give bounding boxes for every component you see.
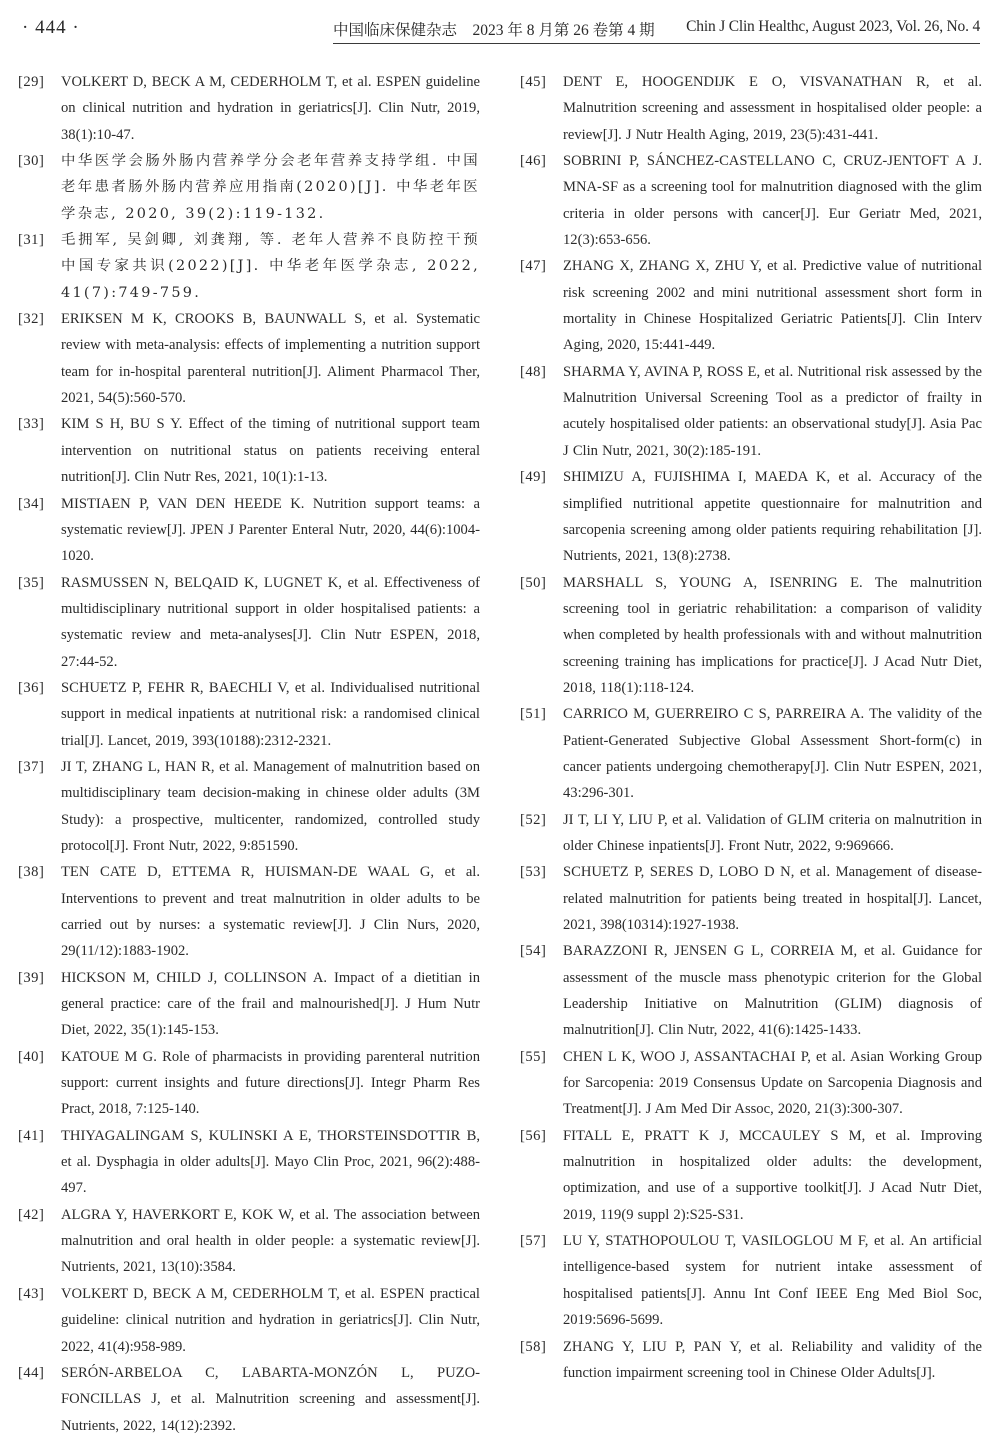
references-right-column [520,69,982,1386]
reference-text: JI T, ZHANG L, HAN R, et al. Management of malnutrition based on multidisciplinary team decision-making in chinese older adults (3M Study): a prospective, multicenter, randomized, controlled study protocol[J]. Front Nutr, 2022, 9:851590. [61,758,480,854]
reference-item [18,227,480,306]
reference-number: [50] [520,574,547,591]
reference-item [18,675,480,754]
reference-number: [29] [18,74,45,90]
reference-text: VOLKERT D, BECK A M, CEDERHOLM T, et al. ESPEN practical guideline: clinical nutrition and hydration in geriatrics[J]. Clin Nutr, 2022, 41(4):958-989. [61,1285,480,1355]
reference-item [520,1123,982,1228]
reference-text: SOBRINI P, SÁNCHEZ-CASTELLANO C, CRUZ-JENTOFT A J. MNA-SF as a screening tool for malnutrition diagnosed with the glim criteria in older persons with cancer[J]. Eur Geriatr Med, 2021, 12(3):653-656. [563,153,982,249]
reference-item [18,1202,480,1281]
reference-number: [51] [520,706,547,723]
reference-number: [34] [18,495,45,512]
reference-text: FITALL E, PRATT K J, MCCAULEY S M, et al. Improving malnutrition in hospitalized older adults: the development, optimization, and use of a supportive toolkit[J]. J Acad Nutr Diet, 2019, 119(9 suppl 2):S25-S31. [563,1127,982,1223]
reference-number: [35] [18,574,45,591]
reference-text: CARRICO M, GUERREIRO C S, PARREIRA A. The validity of the Patient-Generated Subjective Global Assessment Short-form(c) in cancer patients undergoing chemotherapy[J]. Clin Nutr ESPEN, 2021, 43:296-301. [563,706,982,802]
reference-text: RASMUSSEN N, BELQAID K, LUGNET K, et al. Effectiveness of multidisciplinary nutritional support in older hospitalised patients: a systematic review and meta-analyses[J]. Clin Nutr ESPEN, 2018, 27:44-52. [61,574,480,670]
reference-item [18,491,480,570]
reference-item [520,464,982,569]
reference-item [18,306,480,411]
reference-item [520,69,982,148]
reference-text: JI T, LI Y, LIU P, et al. Validation of GLIM criteria on malnutrition in older Chinese inpatients[J]. Front Nutr, 2022, 9:969666. [563,811,982,854]
reference-number: [36] [18,679,45,696]
reference-number: [48] [520,363,547,380]
reference-text: THIYAGALINGAM S, KULINSKI A E, THORSTEINSDOTTIR B, et al. Dysphagia in older adults[J]. Mayo Clin Proc, 2021, 96(2):488-497. [61,1127,480,1197]
reference-number: [40] [18,1048,45,1065]
reference-text: LU Y, STATHOPOULOU T, VASILOGLOU M F, et al. An artificial intelligence-based system for nutrient intake assessment of hospitalised patients[J]. Annu Int Conf IEEE Eng Med Biol Soc, 2019:5696-5699. [563,1233,982,1329]
reference-item [18,1123,480,1202]
reference-number: [42] [18,1206,45,1223]
reference-item [18,411,480,490]
reference-text: SCHUETZ P, FEHR R, BAECHLI V, et al. Individualised nutritional support in medical inpatients at nutritional risk: a randomised clinical trial[J]. Lancet, 2019, 393(10188):2312-2321. [61,679,480,749]
reference-number: [47] [520,258,547,275]
reference-text: MISTIAEN P, VAN DEN HEEDE K. Nutrition support teams: a systematic review[J]. JPEN J Parenter Enteral Nutr, 2020, 44(6):1004-1020. [61,495,480,565]
reference-number: [55] [520,1048,547,1065]
reference-text: ALGRA Y, HAVERKORT E, KOK W, et al. The association between malnutrition and oral health in older people: a systematic review[J]. Nutrients, 2021, 13(10):3584. [61,1206,480,1276]
reference-number: [43] [18,1285,45,1302]
reference-item [18,148,480,227]
reference-text: HICKSON M, CHILD J, COLLINSON A. Impact of a dietitian in general practice: care of the frail and malnourished[J]. J Hum Nutr Diet, 2022, 35(1):145-153. [61,969,480,1039]
reference-item [520,1044,982,1123]
page-number: · 444 · [22,17,80,38]
reference-number: [31] [18,232,45,249]
reference-number: [37] [18,758,45,775]
reference-text: ERIKSEN M K, CROOKS B, BAUNWALL S, et al. Systematic review with meta-analysis: effects of implementing a nutrition support team for in-hospital parenteral nutrition[J]. Aliment Pharmacol Ther, 2021, 54(5):560-570. [61,311,480,407]
reference-item [520,1228,982,1333]
reference-number: [30] [18,153,45,170]
reference-number: [57] [520,1233,547,1250]
reference-text: ZHANG X, ZHANG X, ZHU Y, et al. Predictive value of nutritional risk screening 2002 and mini nutritional assessment short form in mortality in Chinese Hospitalized Geriatric Patients[J]. Clin Interv Aging, 2020, 15:441-449. [563,258,982,354]
reference-number: [58] [520,1338,547,1355]
reference-text: BARAZZONI R, JENSEN G L, CORREIA M, et al. Guidance for assessment of the muscle mass phenotypic criterion for the Global Leadership Initiative on Malnutrition (GLIM) diagnosis of malnutrition[J]. Clin Nutr, 2022, 41(6):1425-1433. [563,943,982,1039]
reference-number: [39] [18,969,45,986]
references-left-column [18,69,480,1439]
reference-item [520,253,982,358]
reference-item [520,807,982,860]
reference-item [520,570,982,702]
reference-number: [56] [520,1127,547,1144]
reference-number: [46] [520,153,547,170]
reference-text: TEN CATE D, ETTEMA R, HUISMAN-DE WAAL G, et al. Interventions to prevent and treat malnutrition in older adults to be carried out by nurses: a systematic review[J]. J Clin Nurs, 2020, 29(11/12):1883-1902. [61,864,480,960]
reference-text: 毛拥军, 吴剑卿, 刘龚翔, 等. 老年人营养不良防控干预中国专家共识(2022)[J]. 中华老年医学杂志, 2022, 41(7):749-759. [61,232,480,301]
reference-text: 中华医学会肠外肠内营养学分会老年营养支持学组. 中国老年患者肠外肠内营养应用指南(2020)[J]. 中华老年医学杂志, 2020, 39(2):119-132. [61,153,480,222]
reference-text: CHEN L K, WOO J, ASSANTACHAI P, et al. Asian Working Group for Sarcopenia: 2019 Consensus Update on Sarcopenia Diagnosis and Treatment[J]. J Am Med Dir Assoc, 2020, 21(3):300-307. [563,1048,982,1118]
reference-text: SHIMIZU A, FUJISHIMA I, MAEDA K, et al. Accuracy of the simplified nutritional appetite questionnaire for malnutrition and sarcopenia screening among older patients requiring rehabilitation [J]. Nutrients, 2021, 13(8):2738. [563,469,982,565]
reference-text: ZHANG Y, LIU P, PAN Y, et al. Reliability and validity of the function impairment screening tool in Chinese Older Adults[J]. [563,1338,982,1381]
reference-number: [53] [520,864,547,881]
reference-text: SCHUETZ P, SERES D, LOBO D N, et al. Management of disease-related malnutrition for patients being treated in hospital[J]. Lancet, 2021, 398(10314):1927-1938. [563,864,982,933]
reference-item [18,570,480,675]
reference-text: KATOUE M G. Role of pharmacists in providing parenteral nutrition support: current insights and future directions[J]. Integr Pharm Res Pract, 2018, 7:125-140. [61,1048,480,1118]
reference-item [18,1044,480,1123]
reference-item [520,148,982,253]
reference-text: VOLKERT D, BECK A M, CEDERHOLM T, et al. ESPEN guideline on clinical nutrition and hydration in geriatrics[J]. Clin Nutr, 2019, 38(1):10-47. [61,74,480,143]
reference-text: DENT E, HOOGENDIJK E O, VISVANATHAN R, et al. Malnutrition screening and assessment in hospitalised older people: a review[J]. J Nutr Health Aging, 2019, 23(5):431-441. [563,74,982,143]
reference-item [520,701,982,806]
reference-item [520,859,982,938]
reference-number: [33] [18,416,45,433]
reference-text: KIM S H, BU S Y. Effect of the timing of nutritional support team intervention on nutritional status on patients receiving enteral nutrition[J]. Clin Nutr Res, 2021, 10(1):1-13. [61,416,480,486]
reference-number: [49] [520,469,547,486]
reference-item [18,859,480,964]
running-head [333,18,980,44]
reference-number: [32] [18,311,45,328]
reference-item [520,1334,982,1387]
reference-number: [38] [18,864,45,881]
reference-item [520,938,982,1043]
reference-text: SHARMA Y, AVINA P, ROSS E, et al. Nutritional risk assessed by the Malnutrition Universal Screening Tool as a predictor of frailty in acutely hospitalised older patients: an observational study[J]. Asia Pac J Clin Nutr, 2021, 30(2):185-191. [563,363,982,459]
reference-number: [52] [520,811,547,828]
reference-text: SERÓN-ARBELOA C, LABARTA-MONZÓN L, PUZO-FONCILLAS J, et al. Malnutrition screening and assessment[J]. Nutrients, 2022, 14(12):2392. [61,1364,480,1434]
reference-item [18,69,480,148]
reference-item [520,359,982,464]
reference-item [18,754,480,859]
reference-number: [41] [18,1127,45,1144]
reference-number: [45] [520,74,547,90]
reference-number: [54] [520,943,547,960]
journal-title-cn: 中国临床保健杂志 2023 年 8 月第 26 卷第 4 期 [333,22,655,39]
journal-title-en: Chin J Clin Healthc, August 2023, Vol. 26, No. 4 [686,18,980,35]
reference-number: [44] [18,1364,45,1381]
reference-item [18,965,480,1044]
reference-text: MARSHALL S, YOUNG A, ISENRING E. The malnutrition screening tool in geriatric rehabilitation: a comparison of validity when completed by health professionals with and without malnutrition screening training has implications for practice[J]. J Acad Nutr Diet, 2018, 118(1):118-124. [563,574,982,696]
reference-item [18,1281,480,1360]
reference-item [18,1360,480,1439]
